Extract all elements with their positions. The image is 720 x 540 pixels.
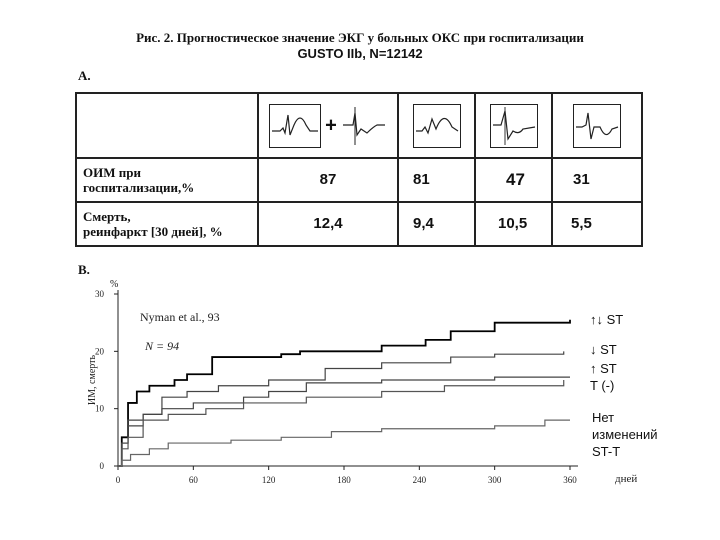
legend-no-change-2: изменений (592, 427, 658, 442)
row-label-death-line1: Смерть, (83, 209, 131, 224)
value-ami-4: 31 (573, 171, 590, 188)
x-tick-label: 300 (487, 475, 502, 485)
value-death-3: 10,5 (498, 215, 528, 232)
legend-st-up: ↑ ST (590, 361, 617, 376)
y-axis-label: ИМ, смерть (87, 354, 98, 406)
x-tick-label: 120 (261, 475, 276, 485)
y-tick-label: 20 (95, 346, 104, 357)
x-tick-label: 360 (563, 475, 577, 485)
value-death-4: 5,5 (571, 215, 592, 232)
x-tick-label: 240 (412, 475, 427, 485)
legend-st-both: ↑↓ ST (590, 312, 624, 327)
y-tick-label: 30 (95, 289, 104, 299)
series-line-3 (118, 377, 570, 466)
plus-sign: + (325, 114, 337, 136)
row-label-ami-line1: ОИМ при (83, 165, 141, 180)
y-tick-label: 10 (95, 403, 104, 414)
series-line-1 (118, 320, 570, 466)
legend-st-down: ↓ ST (590, 342, 617, 357)
row-label-ami-line2: госпитализации,% (83, 180, 195, 195)
value-ami-1: 87 (319, 171, 337, 188)
row-label-death-line2: реинфаркт [30 дней], % (83, 224, 223, 239)
x-tick-label: 60 (188, 475, 198, 485)
y-tick-label: 0 (99, 461, 104, 471)
chart-series (118, 320, 570, 466)
figure-subtitle: GUSTO IIb, N=12142 (297, 46, 423, 61)
value-death-1: 12,4 (313, 215, 343, 232)
series-line-4 (118, 380, 564, 466)
value-ami-3: 47 (506, 170, 525, 189)
annotation-n: N = 94 (145, 339, 180, 353)
legend-no-change-3: ST-T (592, 444, 621, 459)
y-axis-unit: % (110, 279, 119, 290)
x-tick-label: 0 (115, 475, 121, 485)
section-a-label: А. (78, 68, 91, 83)
figure-title: Рис. 2. Прогностическое значение ЭКГ у больных ОКС при госпитализации (136, 30, 584, 45)
legend-t-neg: T (-) (590, 378, 615, 393)
x-axis-label: дней (615, 473, 638, 485)
value-ami-2: 81 (413, 171, 430, 188)
value-death-2: 9,4 (413, 215, 434, 232)
series-line-5 (118, 420, 570, 466)
annotation-author: Nyman et al., 93 (140, 310, 220, 324)
section-b-label: В. (78, 262, 90, 277)
legend-no-change-1: Нет (592, 410, 615, 425)
x-tick-label: 180 (337, 475, 351, 485)
